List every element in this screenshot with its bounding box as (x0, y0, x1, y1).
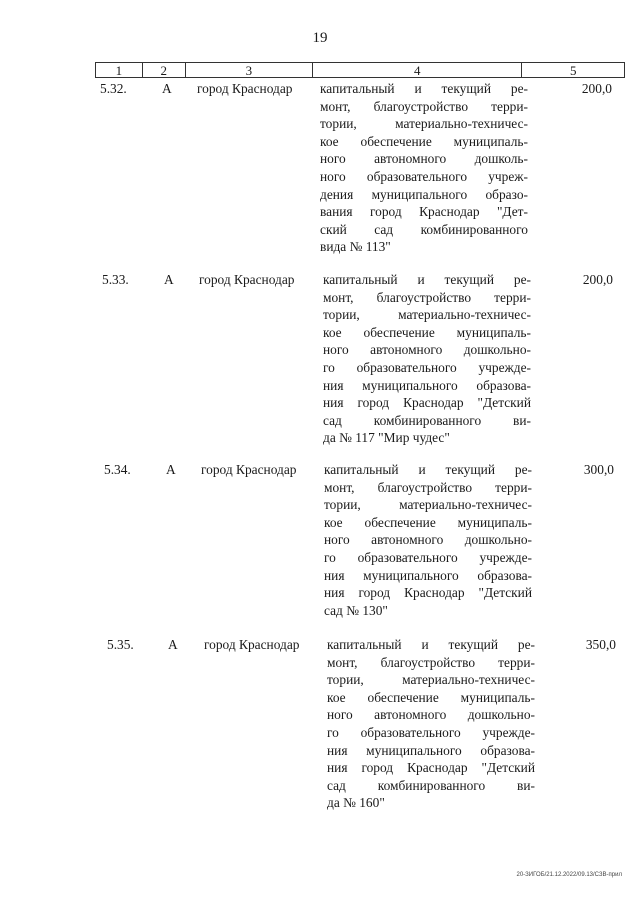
description-line: кое обеспечение муниципаль- (320, 133, 528, 149)
description-line: капитальный и текущий ре- (327, 637, 535, 652)
row-number: 5.33. (102, 272, 129, 287)
description-line: ния муниципального образова- (327, 742, 535, 758)
description-line: да № 160" (327, 795, 385, 811)
description-line: тории, материально-техничес- (323, 307, 531, 323)
description-line: тории, материально-техничес- (320, 116, 528, 132)
row-city: город Краснодар (197, 81, 293, 96)
row-number: 5.32. (100, 81, 127, 96)
document-footer-code: 20-ЗИГОБ/21.12.2022/09.13/СЗВ-прил (516, 872, 622, 878)
header-cell-2: 2 (143, 63, 186, 77)
description-line: да № 117 "Мир чудес" (323, 430, 450, 446)
row-number: 5.34. (104, 462, 131, 477)
description-line: капитальный и текущий ре- (323, 272, 531, 287)
description-line: монт, благоустройство терри- (323, 289, 531, 305)
row-number: 5.35. (107, 637, 134, 652)
description-line: сад № 130" (324, 602, 388, 618)
description-line: ния муниципального образова- (323, 377, 531, 393)
row-category: А (168, 637, 178, 652)
table-header (95, 62, 625, 78)
page-number: 19 (312, 30, 328, 46)
description-line: кое обеспечение муниципаль- (327, 689, 535, 705)
row-city: город Краснодар (199, 272, 295, 287)
row-description (324, 461, 532, 619)
description-line: сад комбинированного ви- (323, 412, 531, 428)
row-description (327, 636, 535, 812)
row-category: А (166, 462, 176, 477)
description-line: го образовательного учрежде- (324, 549, 532, 565)
header-cell-5: 5 (569, 63, 577, 78)
description-line: кое обеспечение муниципаль- (324, 514, 532, 530)
description-line: монт, благоустройство терри- (324, 479, 532, 495)
description-line: кое обеспечение муниципаль- (323, 324, 531, 340)
row-category: А (162, 81, 172, 96)
row-city: город Краснодар (204, 637, 300, 652)
description-line: монт, благоустройство терри- (327, 654, 535, 670)
description-line: монт, благоустройство терри- (320, 98, 528, 114)
description-line: ния муниципального образова- (324, 567, 532, 583)
row-description (320, 80, 528, 256)
row-amount: 300,0 (583, 462, 614, 477)
header-cell-1: 1 (96, 63, 143, 77)
header-cell-3: 3 (186, 63, 314, 77)
row-amount: 200,0 (581, 81, 612, 96)
description-line: тории, материально-техничес- (327, 672, 535, 688)
row-amount: 350,0 (585, 637, 616, 652)
description-line: ного автономного дошкольно- (323, 342, 531, 358)
row-description (323, 271, 531, 447)
row-category: А (164, 272, 174, 287)
description-line: вида № 113" (320, 239, 391, 255)
description-line: ния город Краснодар "Детский (324, 585, 532, 601)
row-city: город Краснодар (201, 462, 297, 477)
description-line: ский сад комбинированного (320, 221, 528, 237)
description-line: дения муниципального образо- (320, 186, 528, 202)
description-line: тории, материально-техничес- (324, 497, 532, 513)
description-line: ного автономного дошкольно- (324, 532, 532, 548)
description-line: ного автономного дошкольно- (327, 707, 535, 723)
description-line: вания город Краснодар "Дет- (320, 204, 528, 220)
header-cell-4: 4 (313, 63, 522, 77)
description-line: капитальный и текущий ре- (324, 462, 532, 477)
description-line: го образовательного учрежде- (327, 724, 535, 740)
description-line: сад комбинированного ви- (327, 777, 535, 793)
description-line: ния город Краснодар "Детский (327, 760, 535, 776)
description-line: ния город Краснодар "Детский (323, 395, 531, 411)
description-line: капитальный и текущий ре- (320, 81, 528, 96)
description-line: ного автономного дошколь- (320, 151, 528, 167)
row-amount: 200,0 (582, 272, 613, 287)
description-line: ного образовательного учреж- (320, 168, 528, 184)
description-line: го образовательного учрежде- (323, 359, 531, 375)
